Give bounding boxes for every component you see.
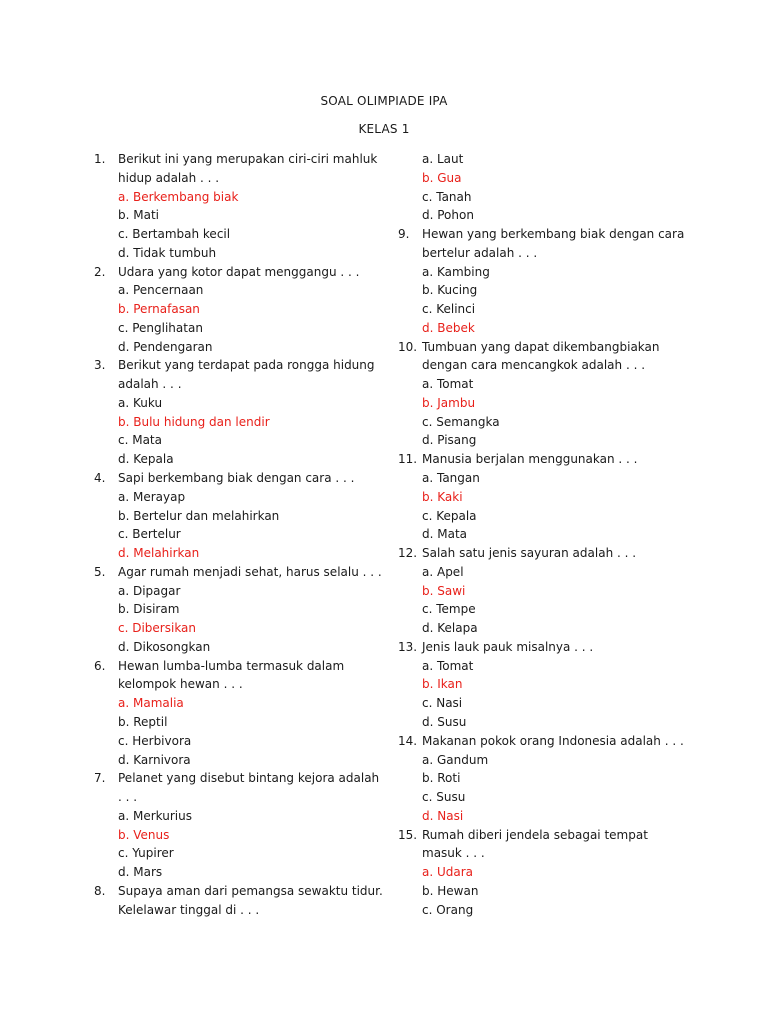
question-number: 15. — [398, 827, 418, 842]
answer-option — [398, 751, 698, 770]
answer-option-text: a. Apel — [422, 564, 464, 579]
answer-option-correct — [398, 582, 698, 601]
answer-option — [94, 600, 394, 619]
question-text: Manusia berjalan menggunakan . . . — [422, 452, 638, 467]
question-line — [94, 657, 394, 676]
answer-option-text: a. Merayap — [118, 489, 186, 504]
answer-option — [94, 450, 394, 469]
answer-option — [398, 788, 698, 807]
question-line — [94, 769, 394, 788]
question-text: Kelelawar tinggal di . . . — [118, 902, 260, 917]
question-text: Pelanet yang disebut bintang kejora adalah — [118, 771, 380, 786]
answer-option-text: c. Mata — [118, 433, 162, 448]
answer-option-text: b. Bertelur dan melahirkan — [118, 508, 280, 523]
answer-option-text: a. Tomat — [422, 377, 474, 392]
answer-option-text: b. Reptil — [118, 714, 168, 729]
correct-answer-text: d. Melahirkan — [118, 546, 200, 561]
correct-answer-text: b. Sawi — [422, 583, 466, 598]
question-text: kelompok hewan . . . — [118, 677, 243, 692]
answer-option — [94, 488, 394, 507]
question-line — [398, 544, 698, 563]
answer-option-text: a. Merkurius — [118, 808, 192, 823]
answer-option — [398, 263, 698, 282]
question-line — [94, 469, 394, 488]
answer-option-text: a. Gandum — [422, 752, 489, 767]
question-number: 13. — [398, 639, 418, 654]
answer-option-correct — [398, 863, 698, 882]
question-text-continued — [94, 169, 394, 188]
answer-option-correct — [94, 300, 394, 319]
correct-answer-text: d. Bebek — [422, 320, 475, 335]
answer-option-text: b. Mati — [118, 208, 159, 223]
question-text: Salah satu jenis sayuran adalah . . . — [422, 546, 637, 561]
answer-option — [94, 751, 394, 770]
answer-option — [398, 281, 698, 300]
answer-option — [398, 713, 698, 732]
answer-option — [398, 901, 698, 920]
question-text: Tumbuan yang dapat dikembangbiakan — [422, 339, 660, 354]
question-text: Jenis lauk pauk misalnya . . . — [422, 639, 594, 654]
answer-option — [94, 507, 394, 526]
question-line — [398, 638, 698, 657]
question-text: masuk . . . — [422, 846, 485, 861]
answer-option-correct — [398, 488, 698, 507]
question-text: Berikut yang terdapat pada rongga hidung — [118, 358, 375, 373]
answer-option-text: a. Pencernaan — [118, 283, 204, 298]
answer-option-text: b. Hewan — [422, 883, 479, 898]
answer-option — [94, 225, 394, 244]
answer-option — [398, 188, 698, 207]
correct-answer-text: b. Jambu — [422, 395, 476, 410]
answer-option-text: d. Pendengaran — [118, 339, 213, 354]
answer-option-text: c. Yupirer — [118, 846, 174, 861]
question-text-continued — [398, 244, 698, 263]
answer-option — [398, 206, 698, 225]
correct-answer-text: d. Nasi — [422, 808, 464, 823]
question-line — [398, 826, 698, 845]
answer-option — [398, 769, 698, 788]
answer-option-correct — [94, 619, 394, 638]
answer-option — [94, 394, 394, 413]
answer-option-text: a. Kambing — [422, 264, 490, 279]
answer-option — [94, 732, 394, 751]
answer-option — [398, 619, 698, 638]
answer-option — [398, 300, 698, 319]
answer-option-text: c. Susu — [422, 790, 466, 805]
answer-option — [398, 150, 698, 169]
answer-option — [398, 431, 698, 450]
question-text-continued — [94, 375, 394, 394]
answer-option-correct — [398, 169, 698, 188]
answer-option — [398, 600, 698, 619]
question-number: 12. — [398, 546, 418, 561]
answer-option-text: c. Bertambah kecil — [118, 227, 231, 242]
answer-option-text: a. Tangan — [422, 471, 480, 486]
answer-option-text: b. Kucing — [422, 283, 478, 298]
answer-option — [398, 657, 698, 676]
question-line — [94, 356, 394, 375]
answer-option — [94, 525, 394, 544]
question-number: 4. — [94, 471, 106, 486]
answer-option-text: c. Herbivora — [118, 733, 192, 748]
answer-option-text: d. Kepala — [118, 452, 174, 467]
answer-option — [398, 413, 698, 432]
question-text: hidup adalah . . . — [118, 170, 220, 185]
answer-option — [94, 206, 394, 225]
question-number: 7. — [94, 771, 106, 786]
answer-option-text: c. Tempe — [422, 602, 476, 617]
question-text: Sapi berkembang biak dengan cara . . . — [118, 471, 355, 486]
answer-option-correct — [94, 188, 394, 207]
correct-answer-text: b. Ikan — [422, 677, 463, 692]
question-text: bertelur adalah . . . — [422, 245, 538, 260]
answer-option-text: d. Dikosongkan — [118, 639, 211, 654]
question-text: Hewan yang berkembang biak dengan cara — [422, 227, 685, 242]
correct-answer-text: b. Gua — [422, 170, 462, 185]
answer-option-correct — [94, 413, 394, 432]
answer-option-correct — [398, 319, 698, 338]
question-number: 8. — [94, 883, 106, 898]
answer-option — [398, 375, 698, 394]
answer-option-correct — [94, 544, 394, 563]
question-line — [398, 732, 698, 751]
question-text: Supaya aman dari pemangsa sewaktu tidur. — [118, 883, 383, 898]
correct-answer-text: a. Udara — [422, 865, 474, 880]
answer-option-text: d. Pisang — [422, 433, 477, 448]
answer-option — [94, 244, 394, 263]
answer-option-text: c. Orang — [422, 902, 474, 917]
question-number: 3. — [94, 358, 106, 373]
correct-answer-text: b. Kaki — [422, 489, 463, 504]
question-number: 5. — [94, 564, 106, 579]
answer-option — [94, 713, 394, 732]
question-text: adalah . . . — [118, 377, 182, 392]
question-line — [94, 563, 394, 582]
answer-option — [398, 882, 698, 901]
question-text: Hewan lumba-lumba termasuk dalam — [118, 658, 345, 673]
question-line — [398, 225, 698, 244]
answer-option-text: c. Kelinci — [422, 302, 476, 317]
answer-option-correct — [398, 807, 698, 826]
answer-option-correct — [398, 675, 698, 694]
answer-option — [398, 563, 698, 582]
answer-option — [94, 281, 394, 300]
question-text: Makanan pokok orang Indonesia adalah . . . — [422, 733, 684, 748]
answer-option — [94, 319, 394, 338]
answer-option — [94, 863, 394, 882]
question-number: 6. — [94, 658, 106, 673]
question-line — [94, 263, 394, 282]
question-text: Rumah diberi jendela sebagai tempat — [422, 827, 648, 842]
question-text: Agar rumah menjadi sehat, harus selalu . . . — [118, 564, 382, 579]
answer-option — [94, 807, 394, 826]
answer-option-text: c. Kepala — [422, 508, 477, 523]
answer-option-text: a. Tomat — [422, 658, 474, 673]
answer-option — [398, 525, 698, 544]
answer-option-correct — [94, 826, 394, 845]
answer-option — [94, 582, 394, 601]
question-number: 1. — [94, 152, 106, 166]
answer-option-correct — [94, 694, 394, 713]
answer-option-text: c. Nasi — [422, 696, 463, 711]
answer-option — [398, 694, 698, 713]
correct-answer-text: a. Berkembang biak — [118, 189, 239, 204]
answer-option-text: c. Penglihatan — [118, 320, 203, 335]
answer-option-text: d. Mars — [118, 865, 163, 880]
question-text: . . . — [118, 790, 138, 805]
correct-answer-text: a. Mamalia — [118, 696, 184, 711]
answer-option-text: d. Pohon — [422, 208, 474, 223]
question-line — [398, 338, 698, 357]
correct-answer-text: b. Bulu hidung dan lendir — [118, 414, 270, 429]
question-line — [94, 150, 394, 169]
answer-option — [398, 507, 698, 526]
page-subtitle: KELAS 1 — [358, 122, 410, 136]
question-text: Udara yang kotor dapat menggangu . . . — [118, 264, 360, 279]
answer-option-text: d. Kelapa — [422, 621, 478, 636]
question-column-left — [94, 150, 394, 919]
answer-option-text: a. Kuku — [118, 395, 163, 410]
answer-option-text: b. Roti — [422, 771, 461, 786]
page-title: SOAL OLIMPIADE IPA — [320, 94, 448, 108]
question-text-continued — [94, 788, 394, 807]
answer-option-text: d. Mata — [422, 527, 468, 542]
answer-option — [94, 431, 394, 450]
answer-option-correct — [398, 394, 698, 413]
answer-option-text: c. Tanah — [422, 189, 472, 204]
correct-answer-text: b. Venus — [118, 827, 170, 842]
answer-option-text: b. Disiram — [118, 602, 180, 617]
question-text: dengan cara mencangkok adalah . . . — [422, 358, 646, 373]
question-text-continued — [94, 675, 394, 694]
answer-option-text: d. Tidak tumbuh — [118, 245, 217, 260]
correct-answer-text: b. Pernafasan — [118, 302, 200, 317]
question-text-continued — [398, 356, 698, 375]
answer-option-text: c. Semangka — [422, 414, 500, 429]
question-text-continued — [94, 901, 394, 920]
answer-option-text: a. Dipagar — [118, 583, 181, 598]
correct-answer-text: c. Dibersikan — [118, 621, 197, 636]
question-number: 11. — [398, 452, 418, 467]
answer-option-text: d. Karnivora — [118, 752, 191, 767]
question-line — [94, 882, 394, 901]
question-line — [398, 450, 698, 469]
answer-option-text: c. Bertelur — [118, 527, 181, 542]
answer-option-text: a. Laut — [422, 152, 464, 166]
question-number: 9. — [398, 227, 410, 242]
question-text: Berikut ini yang merupakan ciri-ciri mahluk — [118, 152, 378, 166]
answer-option-text: d. Susu — [422, 714, 467, 729]
question-column-right — [398, 150, 698, 919]
question-number: 2. — [94, 264, 106, 279]
answer-option — [94, 338, 394, 357]
question-number: 14. — [398, 733, 418, 748]
question-number: 10. — [398, 339, 418, 354]
answer-option — [398, 469, 698, 488]
answer-option — [94, 638, 394, 657]
question-text-continued — [398, 844, 698, 863]
answer-option — [94, 844, 394, 863]
